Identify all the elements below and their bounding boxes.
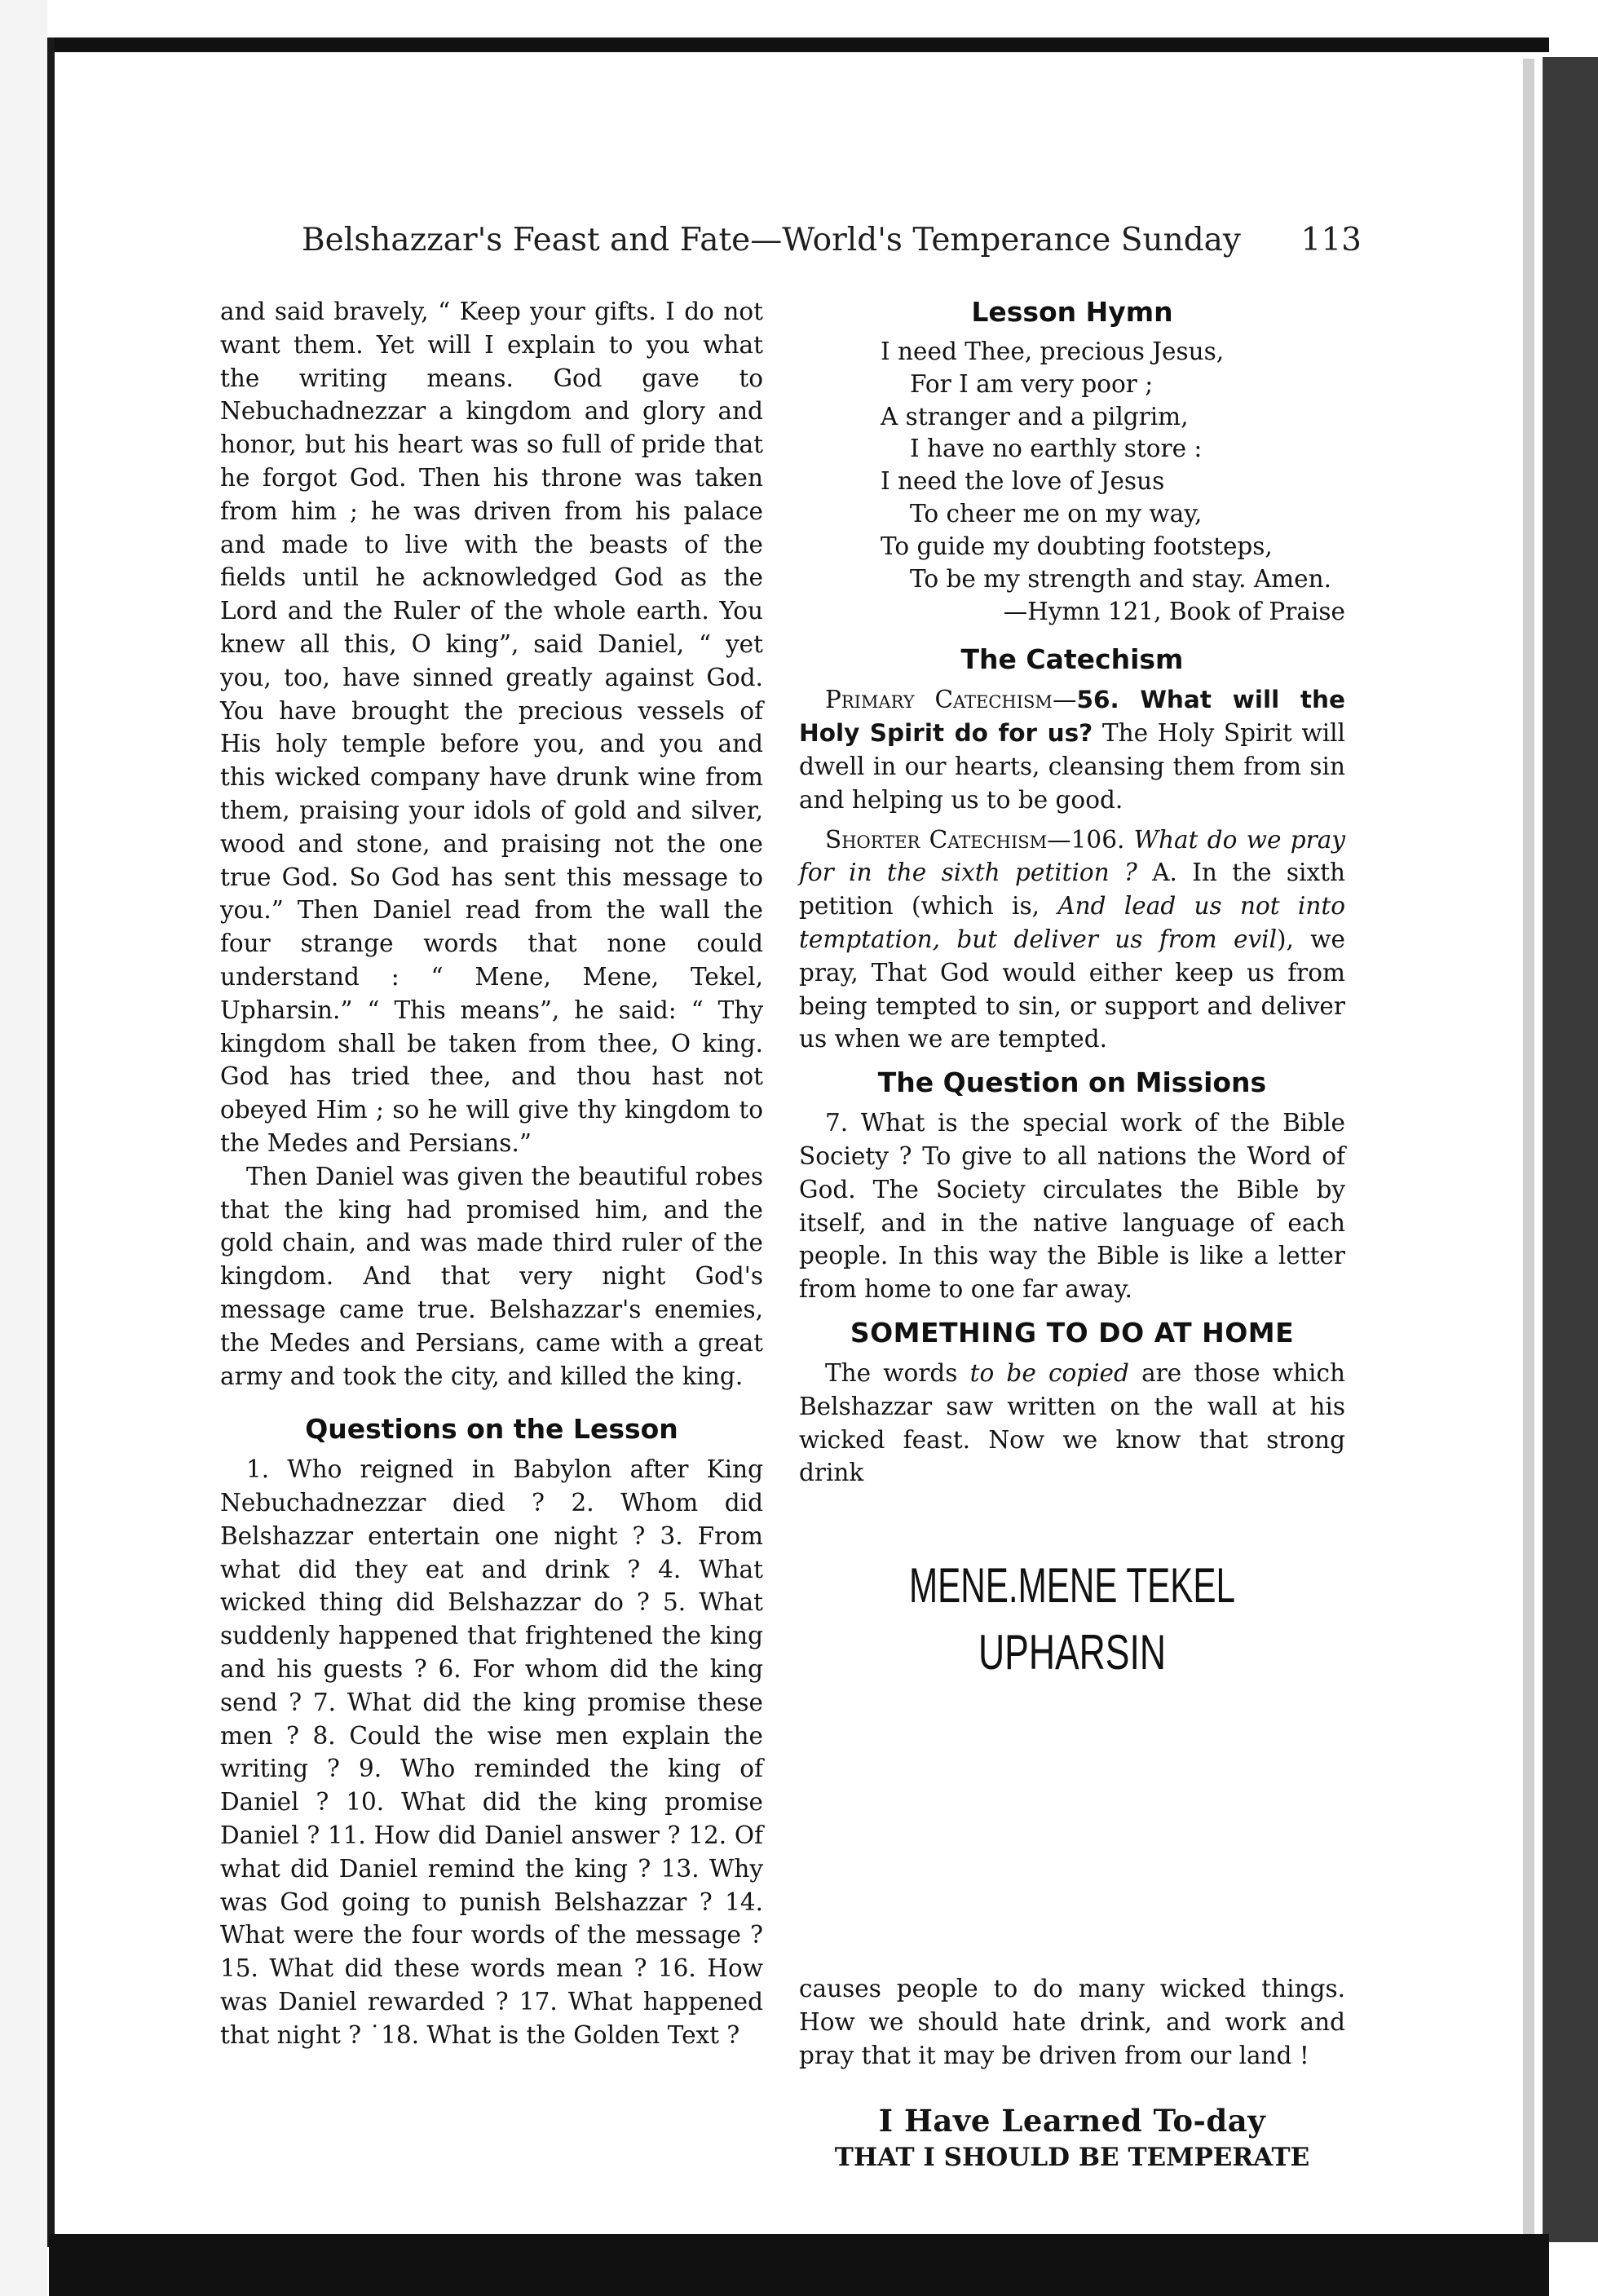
hymn-line: For I am very poor ; xyxy=(910,369,1154,398)
right-column xyxy=(799,295,1345,2175)
running-header xyxy=(302,222,1362,258)
home-text-start: The words xyxy=(825,1358,958,1387)
home-text xyxy=(799,1357,1345,1490)
primary-catechism-answer: The Holy Spirit will dwell in our hearts, cleansing them from sin and helping us to be good. xyxy=(799,719,1345,814)
primary-catechism xyxy=(799,683,1345,816)
hymn-line: I have no earthly store : xyxy=(910,435,1203,463)
page-edge xyxy=(1523,59,1534,2236)
primary-catechism-question: 56. What will the Holy Spirit do for us? xyxy=(799,686,1345,748)
scan-border-right xyxy=(1543,57,1598,2242)
page-number: 113 xyxy=(1300,222,1362,258)
hymn-line: To be my strength and stay. Amen. xyxy=(910,564,1331,593)
story-paragraph-2: Then Daniel was given the beautiful robes that the king had promised him, and the gold chain, and was made third ruler of the kingdom. And that very night God's message came true. Belshazzar's enemies, the Medes and Persians, came with a great army and took the city, and killed the king. xyxy=(220,1162,763,1390)
primary-catechism-label: Primary Catechism xyxy=(825,686,1053,714)
hymn-line: A stranger and a pilgrim, xyxy=(881,402,1189,430)
shorter-catechism-question: What do we pray for in the sixth petition ? xyxy=(799,825,1345,887)
shorter-catechism-answer-start: A. In the sixth petition (which is, xyxy=(799,859,1345,921)
hymn-line: I need Thee, precious Jesus, xyxy=(881,338,1225,365)
header-title: Belshazzar's Feast and Fate—World's Temperance Sunday xyxy=(302,222,1241,258)
shorter-catechism-number: —106. xyxy=(1047,825,1125,854)
after-text: causes people to do many wicked things. How we should hate drink, and work and pray that it may be driven from our land ! xyxy=(799,1975,1345,2069)
shorter-catechism-petition: And lead us not into temptation, but deliver us from evil xyxy=(799,892,1345,953)
hymn-line: To cheer me on my way, xyxy=(910,499,1203,528)
primary-catechism-dash: — xyxy=(1052,686,1077,714)
questions-heading: Questions on the Lesson xyxy=(305,1413,678,1446)
missions-heading: The Question on Missions xyxy=(877,1066,1267,1099)
catechism-heading: The Catechism xyxy=(960,643,1184,676)
learned-lesson: THAT I SHOULD BE TEMPERATE xyxy=(834,2142,1310,2172)
shorter-catechism-answer-end: ), we pray, That God would either keep us from being tempted to sin, or support and deliver us when we are tempted. xyxy=(799,925,1345,1053)
story-paragraph-1: and said bravely, “ Keep your gifts. I do not want them. Yet will I explain to you what the writing means. God gave to Nebuchadnezzar a kingdom and glory and honor, but his heart was so full of pride that he forgot God. Then his throne was taken from him ; he was driven from his palace and made to live with the beasts of the fields until he acknowledged God as the Lord and the Ruler of the whole earth. You knew all this, O king”, said Daniel, “ yet you, too, have sinned greatly against God. You have brought the precious vessels of His holy temple before you, and you and this wicked company have drunk wine from them, praising your idols of gold and silver, wood and stone, and praising not the one true God. So God has sent this message to you.” Then Daniel read from the wall the four strange words that none could understand : “ Mene, Mene, Tekel, Upharsin.” “ This means”, he said: “ Thy kingdom shall be taken from thee, O king. God has tried thee, and thou hast not obeyed Him ; so he will give thy kingdom to the Medes and Persians.” xyxy=(220,298,763,1157)
home-heading: SOMETHING TO DO AT HOME xyxy=(850,1316,1295,1349)
learned-heading: I Have Learned To-day xyxy=(878,2102,1266,2139)
missions-text: 7. What is the special work of the Bible Society ? To give to all nations the Word of God. The Society circulates the Bible by itself, and in the native language of each people. In this way the Bible is like a letter from home to one far away. xyxy=(799,1109,1345,1304)
home-text-end: are those which Belshazzar saw written on the wall at his wicked feast. Now we know that strong drink xyxy=(799,1358,1345,1487)
hymn-heading: Lesson Hymn xyxy=(971,296,1173,328)
scan-border-top xyxy=(49,38,1549,52)
shorter-catechism-label: Shorter Catechism xyxy=(825,825,1048,854)
home-text-emphasis: to be copied xyxy=(969,1358,1129,1387)
hymn-attribution: —Hymn 121, Book of Praise xyxy=(1003,598,1345,626)
questions-text: 1. Who reigned in Babylon after King Nebuchadnezzar died ? 2. Whom did Belshazzar entertain one night ? 3. From what did they eat and drink ? 4. What wicked thing did Belshazzar do ? 5. What suddenly happened that frightened the king and his guests ? 6. For whom did the king send ? 7. What did the king promise these men ? 8. Could the wise men explain the writing ? 9. Who reminded the king of Daniel ? 10. What did the king promise Daniel ? 11. How did Daniel answer ? 12. Of what did Daniel remind the king ? 13. Why was God going to punish Belshazzar ? 14. What were the four words of the message ? 15. What did these words mean ? 16. How was Daniel rewarded ? 17. What happened that night ? ˙18. What is the Golden Text ? xyxy=(220,1455,763,2049)
left-gutter xyxy=(0,0,47,2296)
mene-tekel-illustration xyxy=(799,1537,1345,1977)
mene-line-2: UPHARSIN xyxy=(978,1625,1166,1680)
mene-tekel-lettering xyxy=(901,1537,1243,1700)
shorter-catechism xyxy=(799,823,1345,1057)
scan-border-left xyxy=(47,38,55,2247)
scan-border-bottom xyxy=(49,2234,1549,2296)
hymn-line: I need the love of Jesus xyxy=(881,467,1165,496)
hymn-line: To guide my doubting footsteps, xyxy=(881,532,1273,560)
hymn-verse xyxy=(799,336,1345,628)
left-column xyxy=(220,295,763,2052)
mene-line-1: MENE.MENE TEKEL xyxy=(909,1558,1235,1614)
